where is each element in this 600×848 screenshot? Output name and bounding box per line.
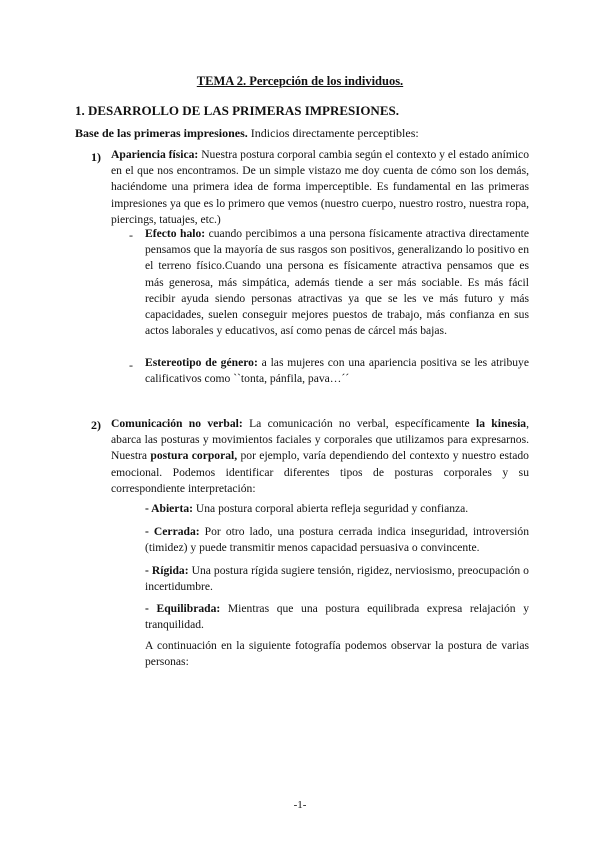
item-2-text-b: , abarca las posturas y movimientos faciales y corporales que utilizamos para expresarnos. Nuestra bbox=[111, 417, 529, 463]
posture-abierta-term: - Abierta: bbox=[145, 502, 193, 515]
bullet-1-term: Efecto halo: bbox=[145, 227, 206, 240]
item-1-text: Nuestra postura corporal cambia según el contexto y el estado anímico en el que nos encontramos. De un simple vistazo me doy cuenta de cómo son los demás, haciéndome una primera idea de forma imperceptible. Es fundamental en las primeras impresiones ya que es lo primero que vemos (nuestro cuerpo, nuestro rostro, nuestra ropa, piercings, tatuajes, etc.) bbox=[111, 148, 529, 226]
bullet-1-text: cuando percibimos a una persona físicamente atractiva directamente pensamos que la mayoría de sus rasgos son positivos, generalizando lo positivo en el terreno físico.Cuando una persona es físicamente atractiva pensamos que es más generosa, más simpática, además tiende a ser más sociable. Es más fácil recibir ayuda siendo personas atractivas ya que se les ve más futuro y más capacidades, suelen conseguir mejores puestos de trabajo, más confianza en sus actos laborales y educativos, así como penas de cárcel más bajas. bbox=[145, 227, 529, 338]
posture-abierta bbox=[145, 501, 529, 517]
item-1-term: Apariencia física: bbox=[111, 148, 199, 161]
kinesia-term: la kinesia bbox=[475, 417, 527, 430]
item-2-text-c: por ejemplo, varía dependiendo del contexto y nuestro estado emocional. Podemos identificar diferentes tipos de posturas corporales y su correspondiente interpretación: bbox=[111, 449, 529, 495]
posture-abierta-text: Una postura corporal abierta refleja seguridad y confianza. bbox=[192, 502, 469, 515]
posture-cerrada bbox=[145, 524, 529, 556]
bullet-2-term: Estereotipo de género: bbox=[145, 356, 258, 369]
postura-term: postura corporal, bbox=[150, 449, 238, 463]
item-1-paragraph bbox=[111, 147, 529, 228]
page-number: -1- bbox=[293, 799, 307, 811]
posture-rigida-term: - Rígida: bbox=[145, 564, 189, 577]
posture-cerrada-term: - Cerrada: bbox=[145, 525, 200, 538]
posture-equilibrada bbox=[145, 601, 529, 633]
section-intro bbox=[75, 126, 419, 141]
bullet-efecto-halo bbox=[145, 226, 529, 339]
item-2-paragraph bbox=[111, 416, 529, 497]
intro-bold: Base de las primeras impresiones. bbox=[75, 126, 248, 140]
posture-equilibrada-text: Mientras que una postura equilibrada expresa relajación y tranquilidad. bbox=[145, 602, 529, 632]
intro-text: Indicios directamente perceptibles: bbox=[247, 126, 419, 140]
closing-paragraph: A continuación en la siguiente fotografía podemos observar la postura de varias personas: bbox=[145, 639, 529, 669]
posture-rigida-text: Una postura rígida sugiere tensión, rigidez, nerviosismo, preocupación o incertidumbre. bbox=[145, 564, 529, 594]
posture-rigida bbox=[145, 563, 529, 595]
item-1-number: 1) bbox=[91, 150, 101, 164]
section-heading: 1. DESARROLLO DE LAS PRIMERAS IMPRESIONES. bbox=[75, 103, 399, 118]
bullet-2-text: a las mujeres con una apariencia positiva se les atribuye calificativos como ``tonta, pánfila, pava…´´ bbox=[145, 356, 529, 386]
item-2-number: 2) bbox=[91, 418, 101, 432]
posture-cerrada-text: Por otro lado, una postura cerrada indica inseguridad, introversión (timidez) y puede transmitir menos capacidad persuasiva o convincente. bbox=[145, 525, 529, 555]
document-title: TEMA 2. Percepción de los individuos. bbox=[196, 74, 404, 88]
bullet-2-dash: - bbox=[129, 358, 133, 372]
bullet-1-dash: - bbox=[129, 228, 133, 242]
item-2-term: Comunicación no verbal: bbox=[111, 417, 243, 430]
bullet-estereotipo-genero bbox=[145, 355, 529, 387]
item-2-text-a: La comunicación no verbal, específicamente bbox=[242, 417, 476, 430]
posture-equilibrada-term: - Equilibrada: bbox=[145, 602, 221, 615]
